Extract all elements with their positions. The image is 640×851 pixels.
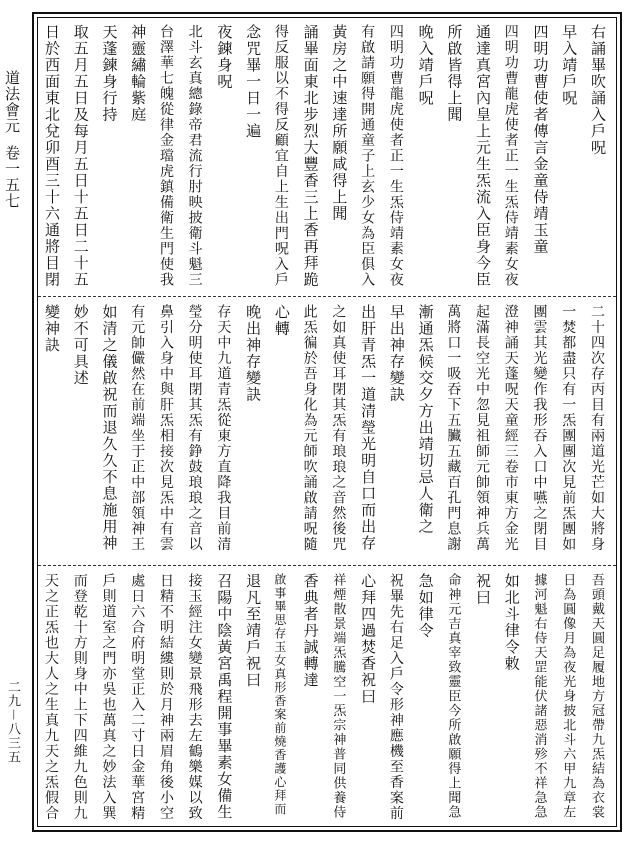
text-column: 鼻引入身中與肝炁相接次見炁中有雲 <box>157 304 174 552</box>
text-column: 心轉 <box>272 304 291 337</box>
text-column: 二十四次存丙目有兩道光芒如大將身 <box>589 304 605 552</box>
text-column: 祝畢先右足入戶令形神應機至香案前 <box>387 573 404 821</box>
text-column: 四明功曹龍虎使者正一生炁侍靖素女夜 <box>387 24 404 288</box>
text-column: 北斗玄真總錄帝君流行肘映披衛斗魁三 <box>186 24 203 288</box>
text-column: 香典者丹誠轉達 <box>301 573 320 689</box>
text-column: 澄神誦天蓬呪天童經三卷市東方金光 <box>502 304 519 552</box>
text-column: 所啟皆得上聞 <box>445 24 464 123</box>
book-title: 道法會元 <box>3 70 21 134</box>
section-divider-lower <box>38 565 616 566</box>
volume-number: 卷一五七 <box>3 145 21 209</box>
text-column: 天之正炁也大人之生真九天之炁假合 <box>43 573 59 821</box>
text-column: 早入靖戶呪 <box>560 24 579 107</box>
text-column: 據河魁右侍天罡能伏諸惡消殄不祥急急 <box>531 573 547 820</box>
text-column: 起滿長空光中忽見祖師元帥領神兵萬 <box>474 304 491 552</box>
text-column: 之如真使耳閉其炁有琅琅之音然後咒 <box>330 304 347 552</box>
text-column: 吾頭戴天圓足履地方冠帶九炁結為衣裳 <box>589 573 604 820</box>
text-column: 急如律令 <box>416 573 435 639</box>
text-column: 此炁徧於吾身化為元師吹誦啟請呪隨 <box>301 304 318 552</box>
text-column: 退凡至靖戶祝曰 <box>244 573 263 689</box>
text-column: 祥煙散景端炁騰空一炁宗神普同供養侍 <box>330 573 346 820</box>
text-column: 誦畢面東北步烈大豐香三上香再拜跪 <box>301 24 320 288</box>
text-column: 處日六合府明堂正入二寸日金華宮精 <box>129 573 146 821</box>
text-column: 團雲其光變作我形吞入口中嚥之閉目 <box>531 304 548 552</box>
text-column: 接玉經注女變景飛形去左鶴樂媒以致 <box>186 573 203 821</box>
text-column: 日為圓像月為夜光身披北斗六甲九章左 <box>560 573 576 820</box>
text-column: 夜鍊身呪 <box>215 24 234 90</box>
text-column: 晚入靖戶呪 <box>416 24 435 107</box>
text-column: 心拜四過焚香祝曰 <box>359 573 378 705</box>
text-column: 如北斗律令敕 <box>502 573 521 672</box>
text-column: 天蓬鍊身行持 <box>100 24 119 123</box>
text-column: 四明功曹龍虎使者正一生炁侍靖素女夜 <box>502 24 519 288</box>
text-column: 早出神存變訣 <box>387 304 406 403</box>
text-column: 漸通炁候交夕方出靖切忌人衛之 <box>416 304 435 535</box>
text-column: 而登乾十方則身中上下四維九色則九 <box>71 573 88 821</box>
text-column: 得反服以不得反顧宜自上生出門呪入戶 <box>272 24 289 288</box>
text-column: 台澤華七魄從律金璫虎鎮備衛生門使我 <box>157 24 174 288</box>
text-column: 取五月五日及每月五日十五日二十五 <box>71 24 90 288</box>
text-column: 四明功曹使者傳言金童侍靖玉童 <box>531 24 550 255</box>
text-column: 變神訣 <box>43 304 61 354</box>
text-column: 神靈繡輪紫庭 <box>129 24 148 123</box>
text-column: 有元帥儼然在前端坐于正中部領神王 <box>129 304 146 552</box>
text-column: 祝曰 <box>474 573 493 606</box>
text-column: 戶則道室之門亦吳也萬真之妙法入巽 <box>100 573 117 821</box>
text-column: 萬將口一吸吞下五臟五藏百孔門息謝 <box>445 304 462 552</box>
text-column: 啟事畢思存玉女真形香案前燒香護心拜而 <box>272 573 287 816</box>
page-number: 二九－八三五 <box>5 680 20 765</box>
text-column: 命神元吉真宰致靈臣今所啟願得上聞急 <box>445 573 461 820</box>
text-column: 晚出神存變訣 <box>244 304 263 403</box>
text-column: 黃房之中速達所願咸得上聞 <box>330 24 349 222</box>
text-column: 右誦畢吹誦入戶呪 <box>589 24 607 156</box>
text-column: 存天中九道青炁從東方直降我目前清 <box>215 304 232 552</box>
text-column: 瑩分明使耳閉其炁有錚鼓琅琅之音以 <box>186 304 203 552</box>
inner-border <box>37 17 617 827</box>
section-divider-upper <box>38 296 616 297</box>
text-column: 有啟請願得開通童子上玄少女為臣俱入 <box>359 24 376 288</box>
text-column: 如清之儀啟祝而退久久不息施用神 <box>100 304 119 552</box>
text-column: 出肝青炁一道清瑩光明自口而出存 <box>359 304 378 552</box>
text-column: 一焚都盡只有一炁團團次見前炁團如 <box>560 304 577 552</box>
text-column: 妙不可具述 <box>71 304 90 387</box>
text-column: 通達真宮內皇上元生炁流入臣身今臣 <box>474 24 493 288</box>
text-column: 召陽中陰黃宮禹程開事畢素女備生 <box>215 573 234 821</box>
text-column: 念咒畢一日一遍 <box>244 24 263 140</box>
text-column: 日於西面東北兌卯酉三十六通將目閉 <box>43 24 61 288</box>
text-column: 日精不明結縷則於月神兩眉角後小空 <box>157 573 174 821</box>
